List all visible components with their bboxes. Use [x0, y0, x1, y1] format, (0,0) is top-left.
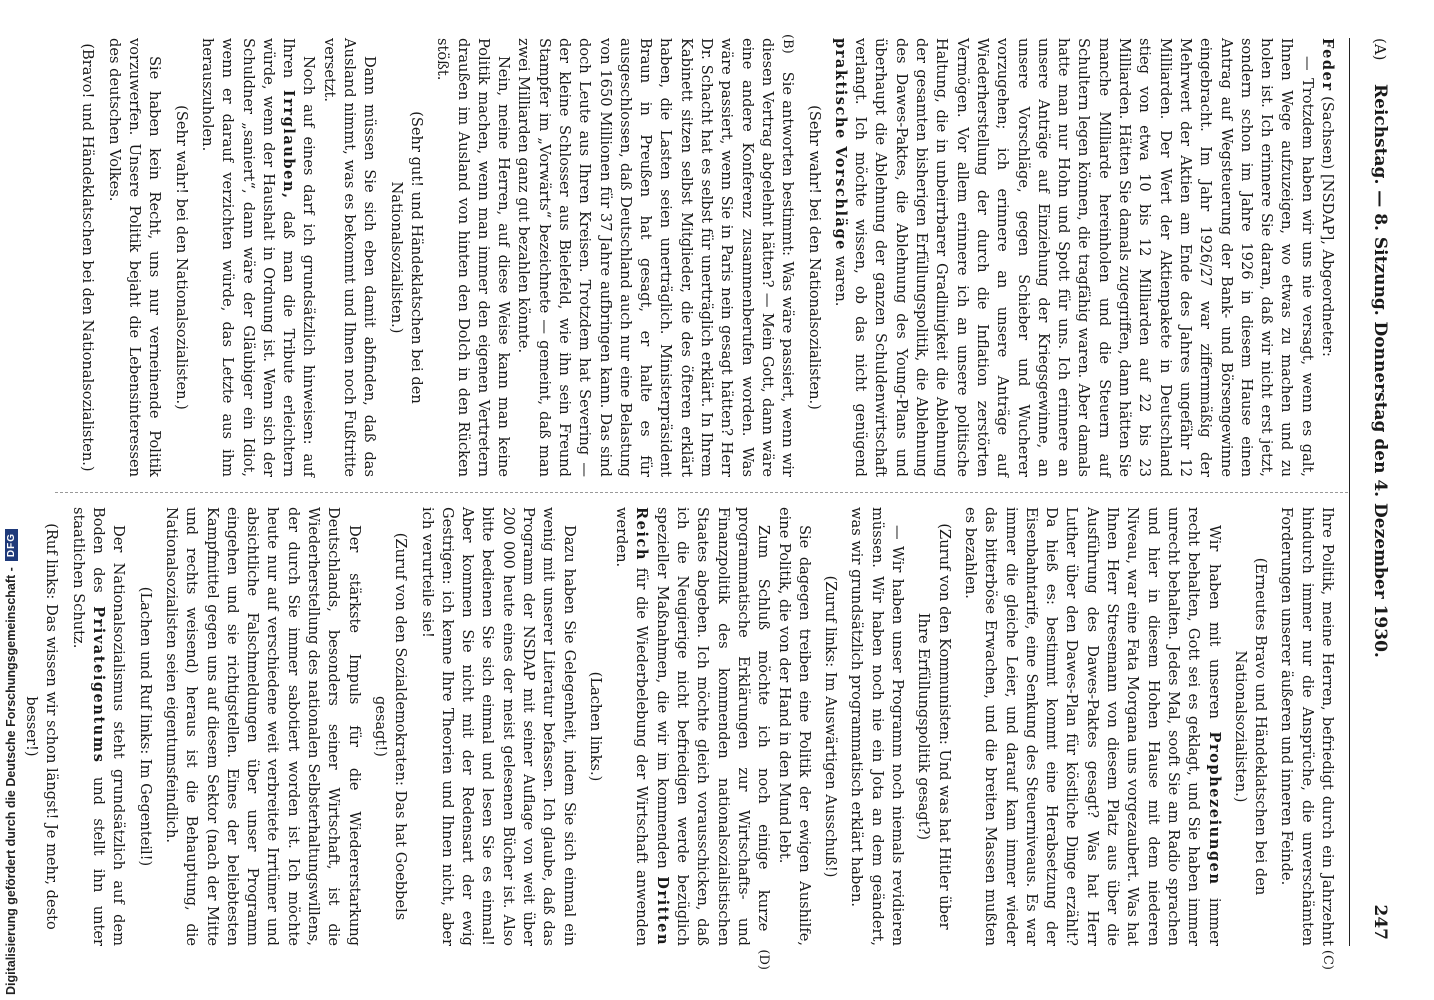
rotated-page	[15, 12, 1400, 972]
page-number: 247	[1370, 904, 1390, 940]
interjection: (Lachen links.)	[586, 671, 604, 782]
digitization-footer	[4, 529, 18, 995]
paragraph: (C) Ihre Politik, meine Herren, befriedigt durch ein Jahrzehnt hindurch immer nur die Ansprüche, die unverschämten Forderungen unserer äußeren und inneren Feinde.	[1278, 507, 1336, 970]
speaker-affiliation: (Sachsen) [NSDAP], Abgeordneter:	[1319, 96, 1336, 357]
paragraph: Dazu haben Sie Gelegenheit, indem Sie sich einmal ein wenig mit unserer Literatur befassen. Ich glaube, daß das Programm der NSDAP mit seiner Auflage von weit über 200 000 heute eines der meist gelesenen Bücher ist. Also bitte bedienen Sie sich einmal und lesen Sie es einmal! Aber kommen Sie nicht mit der Redensart der ewig Gestrigen: ich kenne Ihre Theorien und Ihnen nicht, aber ich verurteile sie!	[418, 507, 578, 946]
column-divider	[55, 492, 1348, 493]
paragraph: Der Nationalsozialismus steht grundsätzlich auf dem Boden des Privateigentums und stellt ihn unter staatlichen Schutz.	[69, 507, 128, 946]
paragraph: (D) Zum Schluß möchte ich noch einige kurze programmatische Erklärungen zur Wirtschafts- und Finanzpolitik des kommenden nationalsozialistischen Staates abgeben. Ich möchte gleich vorausschicken, daß ich die Neugierige nicht befriedigen werde bezüglich spezieller Maßnahmen, die wir im kommenden Dritten Reich für die Wiederbelebung der Wirtschaft anwenden werden.	[613, 507, 773, 970]
paragraph: Wir haben mit unseren Prophezeiungen immer recht behalten, Gott sei es geklagt, und Sie haben immer unrecht behalten. Jedes Mal, sooft Sie am Radio sprachen und hier in diesem Hohen Hause mit dem niederen Niveau, war eine Fata Morgana uns vorgezaubert. Was hat Ihnen Herr Stresemann von diesem Platz aus über die Ausführung des Dawes-Paktes gesagt? Was hat Herr Luther über den Dawes-Plan für köstliche Dinge erzählt? Da hieß es: bestimmt kommt eine Herabsetzung der Eisenbahntarife, eine Senkung des Steuerniveaus. Es war immer die gleiche Leier, und darauf kam immer wieder das bitterböse Erwachen, und die breiten Massen mußten es bezahlen.	[961, 507, 1223, 947]
emphasis: praktische Vorschläge	[831, 38, 849, 251]
paragraph: (B) Sie antworten bestimmt: Was wäre passiert, wenn wir diesen Vertrag abgelehnt hätten? — Mein Gott, dann wäre eine andere Konferenz zusammenberufen worden. Was wäre passiert, wenn Sie in Paris nein gesagt hätten? Herr Dr. Schacht hat es selbst für unerträglich erklärt. In Ihrem Kabinett sitzen selbst Mitglieder, die des öfteren erklärt haben, die Lasten seien unerträglich. Ministerpräsident Braun in Preußen hat gesagt, er halte es für ausgeschlossen, daß Deutschland auch nur eine Belastung von 1650 Millionen für 37 Jahre aufbringen kann. Das sind doch Leute aus Ihren Kreisen. Trotzdem hat Severing — der kleine Schlosser aus Bielefeld, wie ihn sein Freund Stampfer im „Vorwärts“ bezeichnete — gemeint, daß man zwei Milliarden ganz gut bezahlen könnte.	[513, 38, 797, 477]
dfg-logo: DFG	[5, 529, 18, 561]
speaker-line	[1317, 38, 1337, 477]
paragraph: Sie haben kein Recht, uns nur verneinende Politik vorzuwerfen. Unsere Politik bejaht die Lebensinteressen des deutschen Volkes.	[105, 38, 164, 477]
interjection: (Zuruf links: Im Auswärtigen Ausschuß!)	[822, 575, 840, 878]
interjection: (Bravo! und Händeklatschen bei den Nationalsozialisten.)	[79, 43, 97, 472]
interjection: (Zuruf von den Kommunisten: Und was hat Hitler über Ihre Erfüllungspolitik gesagt?)	[915, 523, 953, 930]
paragraph: Dann müssen Sie sich eben damit abfinden, daß das Ausland nimmt, was es bekommt und Ihnen noch Fußtritte versetzt.	[320, 38, 379, 477]
paragraph: Sie dagegen treiben eine Politik der ewigen Aushilfe, eine Politik, die von der Hand in den Mund lebt.	[775, 507, 813, 946]
emphasis: Prophezeiungen	[1205, 731, 1223, 886]
paragraph: Noch auf eines darf ich grundsätzlich hinweisen: auf Ihren Irrglauben, daß man die Tribute erleichtern würde, wenn der Haushalt in Ordnung ist. Wenn sich der Schuldner „saniert“, dann wäre der Gläubiger ein Idiot, wenn er darauf verzichten würde, das Letzte aus ihm herauszuholen.	[198, 38, 318, 478]
margin-mark-b: (B)	[780, 34, 796, 54]
interjection: (Sehr wahr! bei den Nationalsozialisten.)	[172, 105, 190, 410]
margin-mark-a: (A)	[1371, 38, 1389, 61]
paragraph: Der stärkste Impuls für die Wiedererstarkung Deutschlands, besonders seiner Wirtschaft, ist die Wiederherstellung des nationalen Selbsterhaltungswillens, der durch Sie immer sabotiert worden ist. Ich möchte heute nur auf verschiedene weit verbreitete Irrtümer und absichtliche Falschmeldungen über unser Programm eingehen und sie richtigstellen. Eines der beliebtesten Kampfmittel gegen uns auf diesem Sektor (nach der Mitte und rechts weisend) heraus ist die Behauptung, die Nationalsozialisten seien eigentumsfeindlich.	[162, 507, 363, 946]
footer-text: Digitalisierung gefördert durch die Deutsche Forschungsgemeinschaft -	[4, 567, 18, 995]
interjection: (Erneutes Bravo und Händeklatschen bei den Nationalsozialisten.)	[1231, 557, 1270, 896]
interjection: (Sehr gut! und Händeklatschen bei den Nationalsozialisten.)	[387, 111, 425, 404]
emphasis: Dritten Reich	[633, 507, 671, 947]
paragraph: Nein, meine Herren, auf diese Weise kann man keine Politik machen, wenn man immer den eigenen Vertretern draußen im Ausland von hinten den Dolch in den Rücken stößt.	[434, 38, 513, 477]
paragraph: — Trotzdem haben wir uns nie versagt, wenn es galt, Ihnen Wege aufzuzeigen, wo etwas zu machen und zu holen ist. Ich erinnere Sie daran, daß wir nicht erst jetzt, sondern schon im Jahre 1926 in diesem Hause einen Antrag auf Wegsteuerung der Bank- und Börsengewinne eingebracht. Im Jahr 1926/27 war ziffernmäßig der Mehrwert der Aktien am Ende des Jahres ungefähr 12 Milliarden. Der Wert der Aktienpakete in Deutschland stieg von etwa 10 bis 12 Milliarden auf 22 bis 23 Milliarden. Hätten Sie damals zugegriffen, dann hätten Sie manche Milliarde hereinholen und die Steuern auf Schultern legen können, die tragfähig waren. Aber damals hatte man nur Hohn und Spott für uns. Ich erinnere an unsere Anträge auf Einziehung der Kriegsgewinne, an unsere Vorschläge, gegen Schieber und Wucherer vorzugehen; ich erinnere an unsere Anträge auf Wiederherstellung der durch die Inflation zerstörten Vermögen. Vor allem erinnere ich an unsere politische Haltung, die in unbeirrbarer Gradlinigkeit die Ablehnung der gesamten bisherigen Erfüllungspolitik, die Ablehnung des Dawes-Paktes, die Ablehnung des Young-Plans und überhaupt die Ablehnung der ganzen Schuldenwirtschaft verlangt. Ich möchte wissen, ob das nicht genügend praktische Vorschläge waren.	[831, 38, 1316, 477]
emphasis: Privateigentums	[90, 606, 108, 764]
speaker-name: Feder	[1319, 38, 1336, 92]
interjection: (Zuruf von den Sozialdemokraten: Das hat Goebbels gesagt!)	[371, 532, 410, 921]
right-column	[15, 507, 1337, 970]
margin-mark-d: (D)	[756, 949, 772, 970]
paragraph: — Wir haben unser Programm noch niemals revidieren müssen. Wir haben noch nie ein Jota an dem geändert, was wir grundsätzlich programmatisch erklärt haben.	[848, 507, 907, 946]
interjection: (Ruf links: Das wissen wir schon längst! Je mehr, desto besser!)	[23, 523, 61, 930]
left-column	[15, 34, 1337, 478]
interjection: (Sehr wahr! bei den Nationalsozialisten.)	[805, 105, 823, 410]
page-header	[1349, 38, 1390, 946]
page-title: Reichstag. — 8. Sitzung. Donnerstag den 4. Dezember 1930.	[1370, 84, 1390, 658]
margin-mark-c: (C)	[1320, 949, 1335, 970]
interjection: (Lachen und Ruf links: Im Gegenteil!)	[136, 586, 154, 867]
emphasis: Irrglauben,	[280, 89, 298, 200]
